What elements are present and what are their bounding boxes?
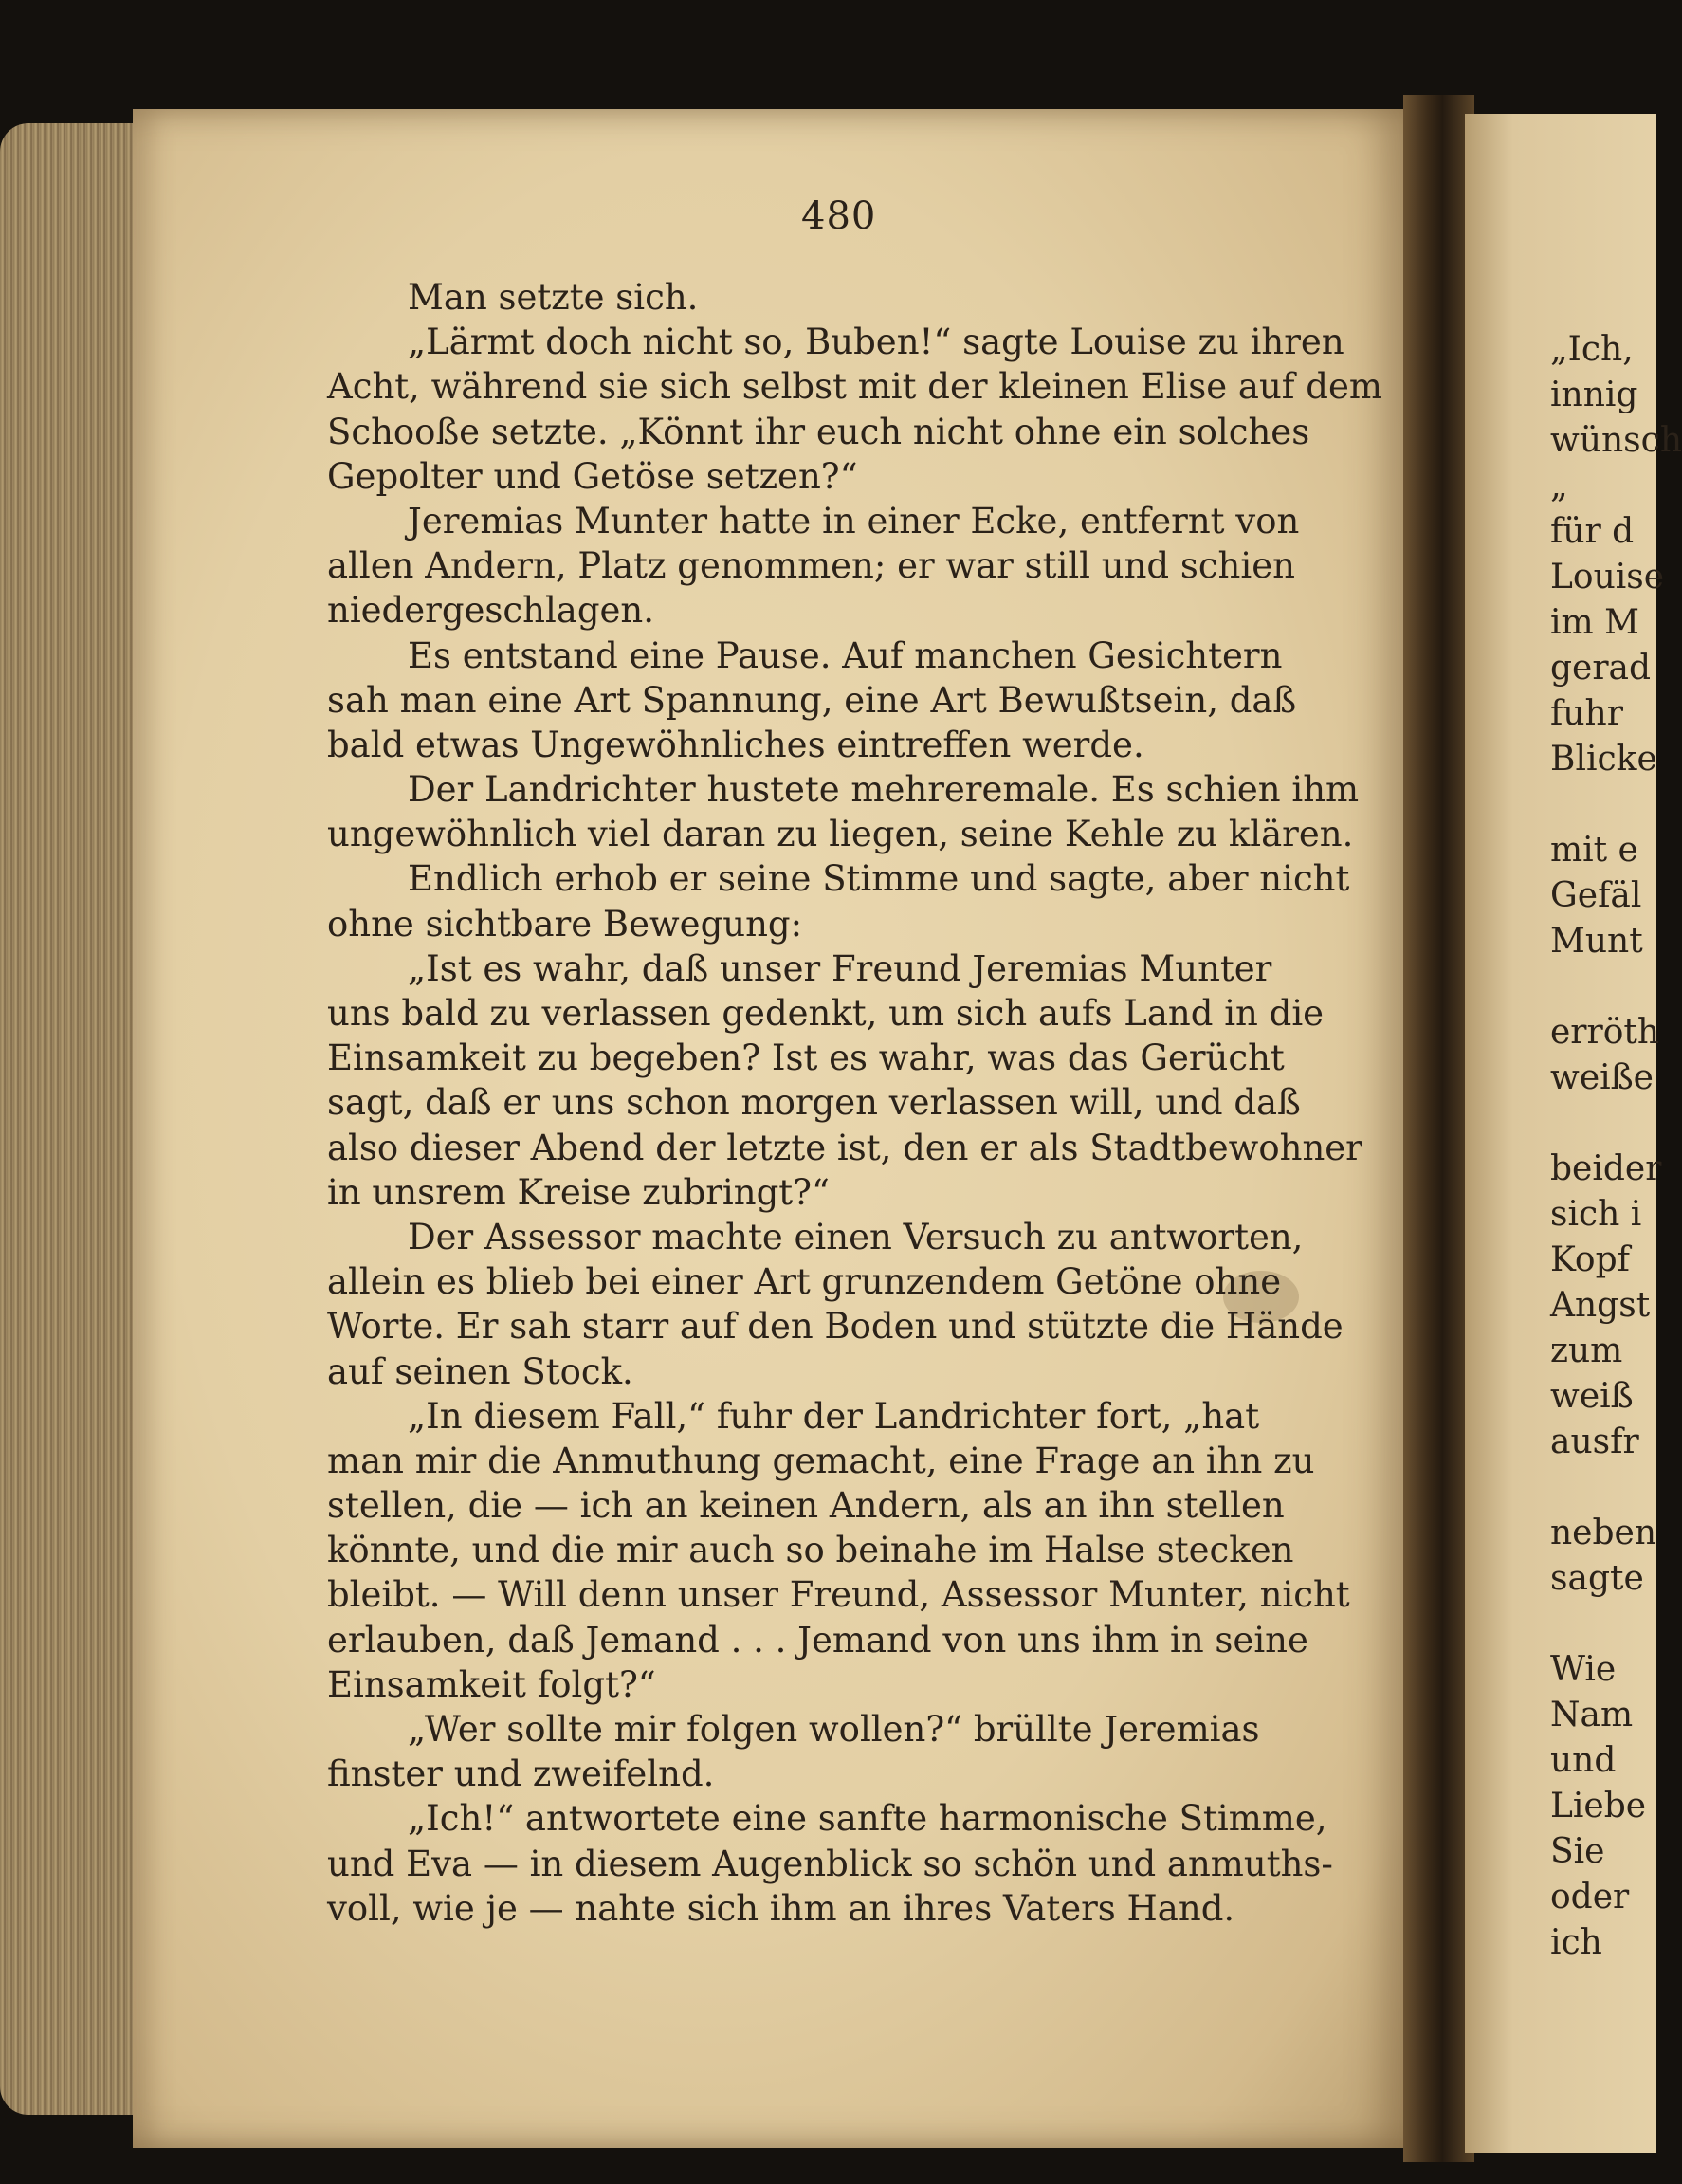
text-line: uns bald zu verlassen gedenkt, um sich aufs Land in die	[327, 993, 1325, 1034]
facing-page-fragment: sich i	[1550, 1195, 1642, 1234]
facing-page-fragment: Blicke	[1550, 740, 1657, 779]
text-line: ungewöhnlich viel daran zu liegen, seine Kehle zu klären.	[327, 814, 1354, 855]
facing-page-fragment: im M	[1550, 603, 1639, 642]
facing-page-fragment: wünsch	[1550, 421, 1682, 460]
facing-page-fragment: weiße	[1550, 1058, 1654, 1097]
facing-page-fragment: beider	[1550, 1149, 1662, 1188]
text-line: Der Landrichter hustete mehreremale. Es schien ihm	[408, 769, 1360, 811]
facing-page-fragment: weiß	[1550, 1377, 1634, 1416]
text-line: also dieser Abend der letzte ist, den er als Stadtbewohner	[327, 1127, 1362, 1168]
text-line: „Ich!“ antwortete eine sanfte harmonische Stimme,	[408, 1798, 1327, 1840]
text-line: bald etwas Ungewöhnliches eintreffen werde.	[327, 724, 1144, 765]
text-line: Jeremias Munter hatte in einer Ecke, entfernt von	[408, 500, 1300, 541]
facing-page-fragment	[1550, 782, 1655, 828]
facing-page-fragment: Munt	[1550, 922, 1643, 961]
facing-page-fragment: sagte	[1550, 1559, 1644, 1598]
page-number: 480	[801, 194, 877, 238]
page-edges	[0, 123, 142, 2115]
facing-page-fragment: erröth	[1550, 1013, 1660, 1052]
text-line: Schooße setzte. „Könnt ihr euch nicht ohne ein solches	[327, 411, 1310, 452]
text-line: „Ist es wahr, daß unser Freund Jeremias Munter	[408, 947, 1272, 989]
text-line: „In diesem Fall,“ fuhr der Landrichter fort, „hat	[408, 1395, 1260, 1437]
text-line: Es entstand eine Pause. Auf manchen Gesichtern	[408, 634, 1283, 676]
facing-page-fragment: Louise	[1550, 558, 1665, 596]
facing-page-fragment: und	[1550, 1741, 1617, 1780]
text-line: könnte, und die mir auch so beinahe im Halse stecken	[327, 1530, 1294, 1571]
facing-page-fragment: Wie	[1550, 1650, 1617, 1689]
text-line: Einsamkeit zu begeben? Ist es wahr, was das Gerücht	[327, 1037, 1285, 1079]
book-gutter	[1403, 95, 1474, 2162]
text-line: sah man eine Art Spannung, eine Art Bewußtsein, daß	[327, 679, 1297, 721]
text-line: sagt, daß er uns schon morgen verlassen will, und daß	[327, 1082, 1301, 1124]
text-line: erlauben, daß Jemand . . . Jemand von uns ihm in seine	[327, 1619, 1308, 1661]
text-line: auf seinen Stock.	[327, 1350, 633, 1392]
facing-page-fragment: mit e	[1550, 831, 1638, 870]
text-line: und Eva — in diesem Augenblick so schön und anmuths-	[327, 1843, 1333, 1884]
facing-page-fragments	[1550, 327, 1682, 1966]
facing-page-fragment: „Ich,	[1550, 330, 1634, 369]
facing-page-fragment: Nam	[1550, 1696, 1634, 1734]
text-line: allen Andern, Platz genommen; er war still und schien	[327, 545, 1295, 587]
facing-page-fragment	[1550, 964, 1655, 1010]
text-line: niedergeschlagen.	[327, 590, 655, 632]
facing-page-fragment: „	[1550, 467, 1568, 505]
text-line: „Wer sollte mir folgen wollen?“ brüllte Jeremias	[408, 1709, 1260, 1750]
text-line: man mir die Anmuthung gemacht, eine Frage an ihn zu	[327, 1440, 1315, 1481]
facing-page-fragment: Kopf	[1550, 1240, 1630, 1279]
facing-page-fragment: oder	[1550, 1878, 1630, 1917]
text-line: Acht, während sie sich selbst mit der kleinen Elise auf dem	[327, 366, 1382, 408]
facing-page-fragment: für d	[1550, 512, 1635, 551]
text-line: allein es blieb bei einer Art grunzendem Getöne ohne	[327, 1261, 1282, 1303]
facing-page-fragment: zum	[1550, 1331, 1623, 1370]
facing-page-fragment: Sie	[1550, 1832, 1605, 1871]
text-line: stellen, die — ich an keinen Andern, als an ihn stellen	[327, 1485, 1285, 1527]
facing-page-fragment	[1550, 1101, 1655, 1147]
facing-page-fragment: Gefäl	[1550, 876, 1642, 915]
text-line: Gepolter und Getöse setzen?“	[327, 455, 858, 497]
text-line: Einsamkeit folgt?“	[327, 1663, 656, 1705]
text-line: finster und zweifelnd.	[327, 1753, 715, 1795]
text-line: Man setzte sich.	[408, 277, 699, 318]
facing-page-fragment: ich	[1550, 1923, 1602, 1962]
facing-page-fragment: innig	[1550, 376, 1638, 414]
facing-page-fragment: gerad	[1550, 649, 1652, 688]
facing-page-fragment: Liebe	[1550, 1787, 1647, 1826]
facing-page-fragment	[1550, 1602, 1655, 1647]
facing-page-fragment	[1550, 1465, 1655, 1511]
text-line: ohne sichtbare Bewegung:	[327, 903, 803, 945]
text-line: Der Assessor machte einen Versuch zu antworten,	[408, 1216, 1304, 1257]
text-line: in unsrem Kreise zubringt?“	[327, 1171, 830, 1213]
text-line: Endlich erhob er seine Stimme und sagte, aber nicht	[408, 858, 1350, 900]
facing-page-fragment: fuhr	[1550, 694, 1623, 733]
facing-page-fragment: Angst	[1550, 1286, 1651, 1325]
text-line: bleibt. — Will denn unser Freund, Assessor Munter, nicht	[327, 1574, 1350, 1616]
text-line: Worte. Er sah starr auf den Boden und stützte die Hände	[327, 1306, 1344, 1348]
text-line: „Lärmt doch nicht so, Buben!“ sagte Louise zu ihren	[408, 321, 1344, 363]
text-line: voll, wie je — nahte sich ihm an ihres Vaters Hand.	[327, 1887, 1235, 1929]
facing-page-fragment: neben	[1550, 1514, 1657, 1552]
facing-page-fragment: ausfr	[1550, 1422, 1639, 1461]
page-body-text	[327, 275, 1382, 1931]
